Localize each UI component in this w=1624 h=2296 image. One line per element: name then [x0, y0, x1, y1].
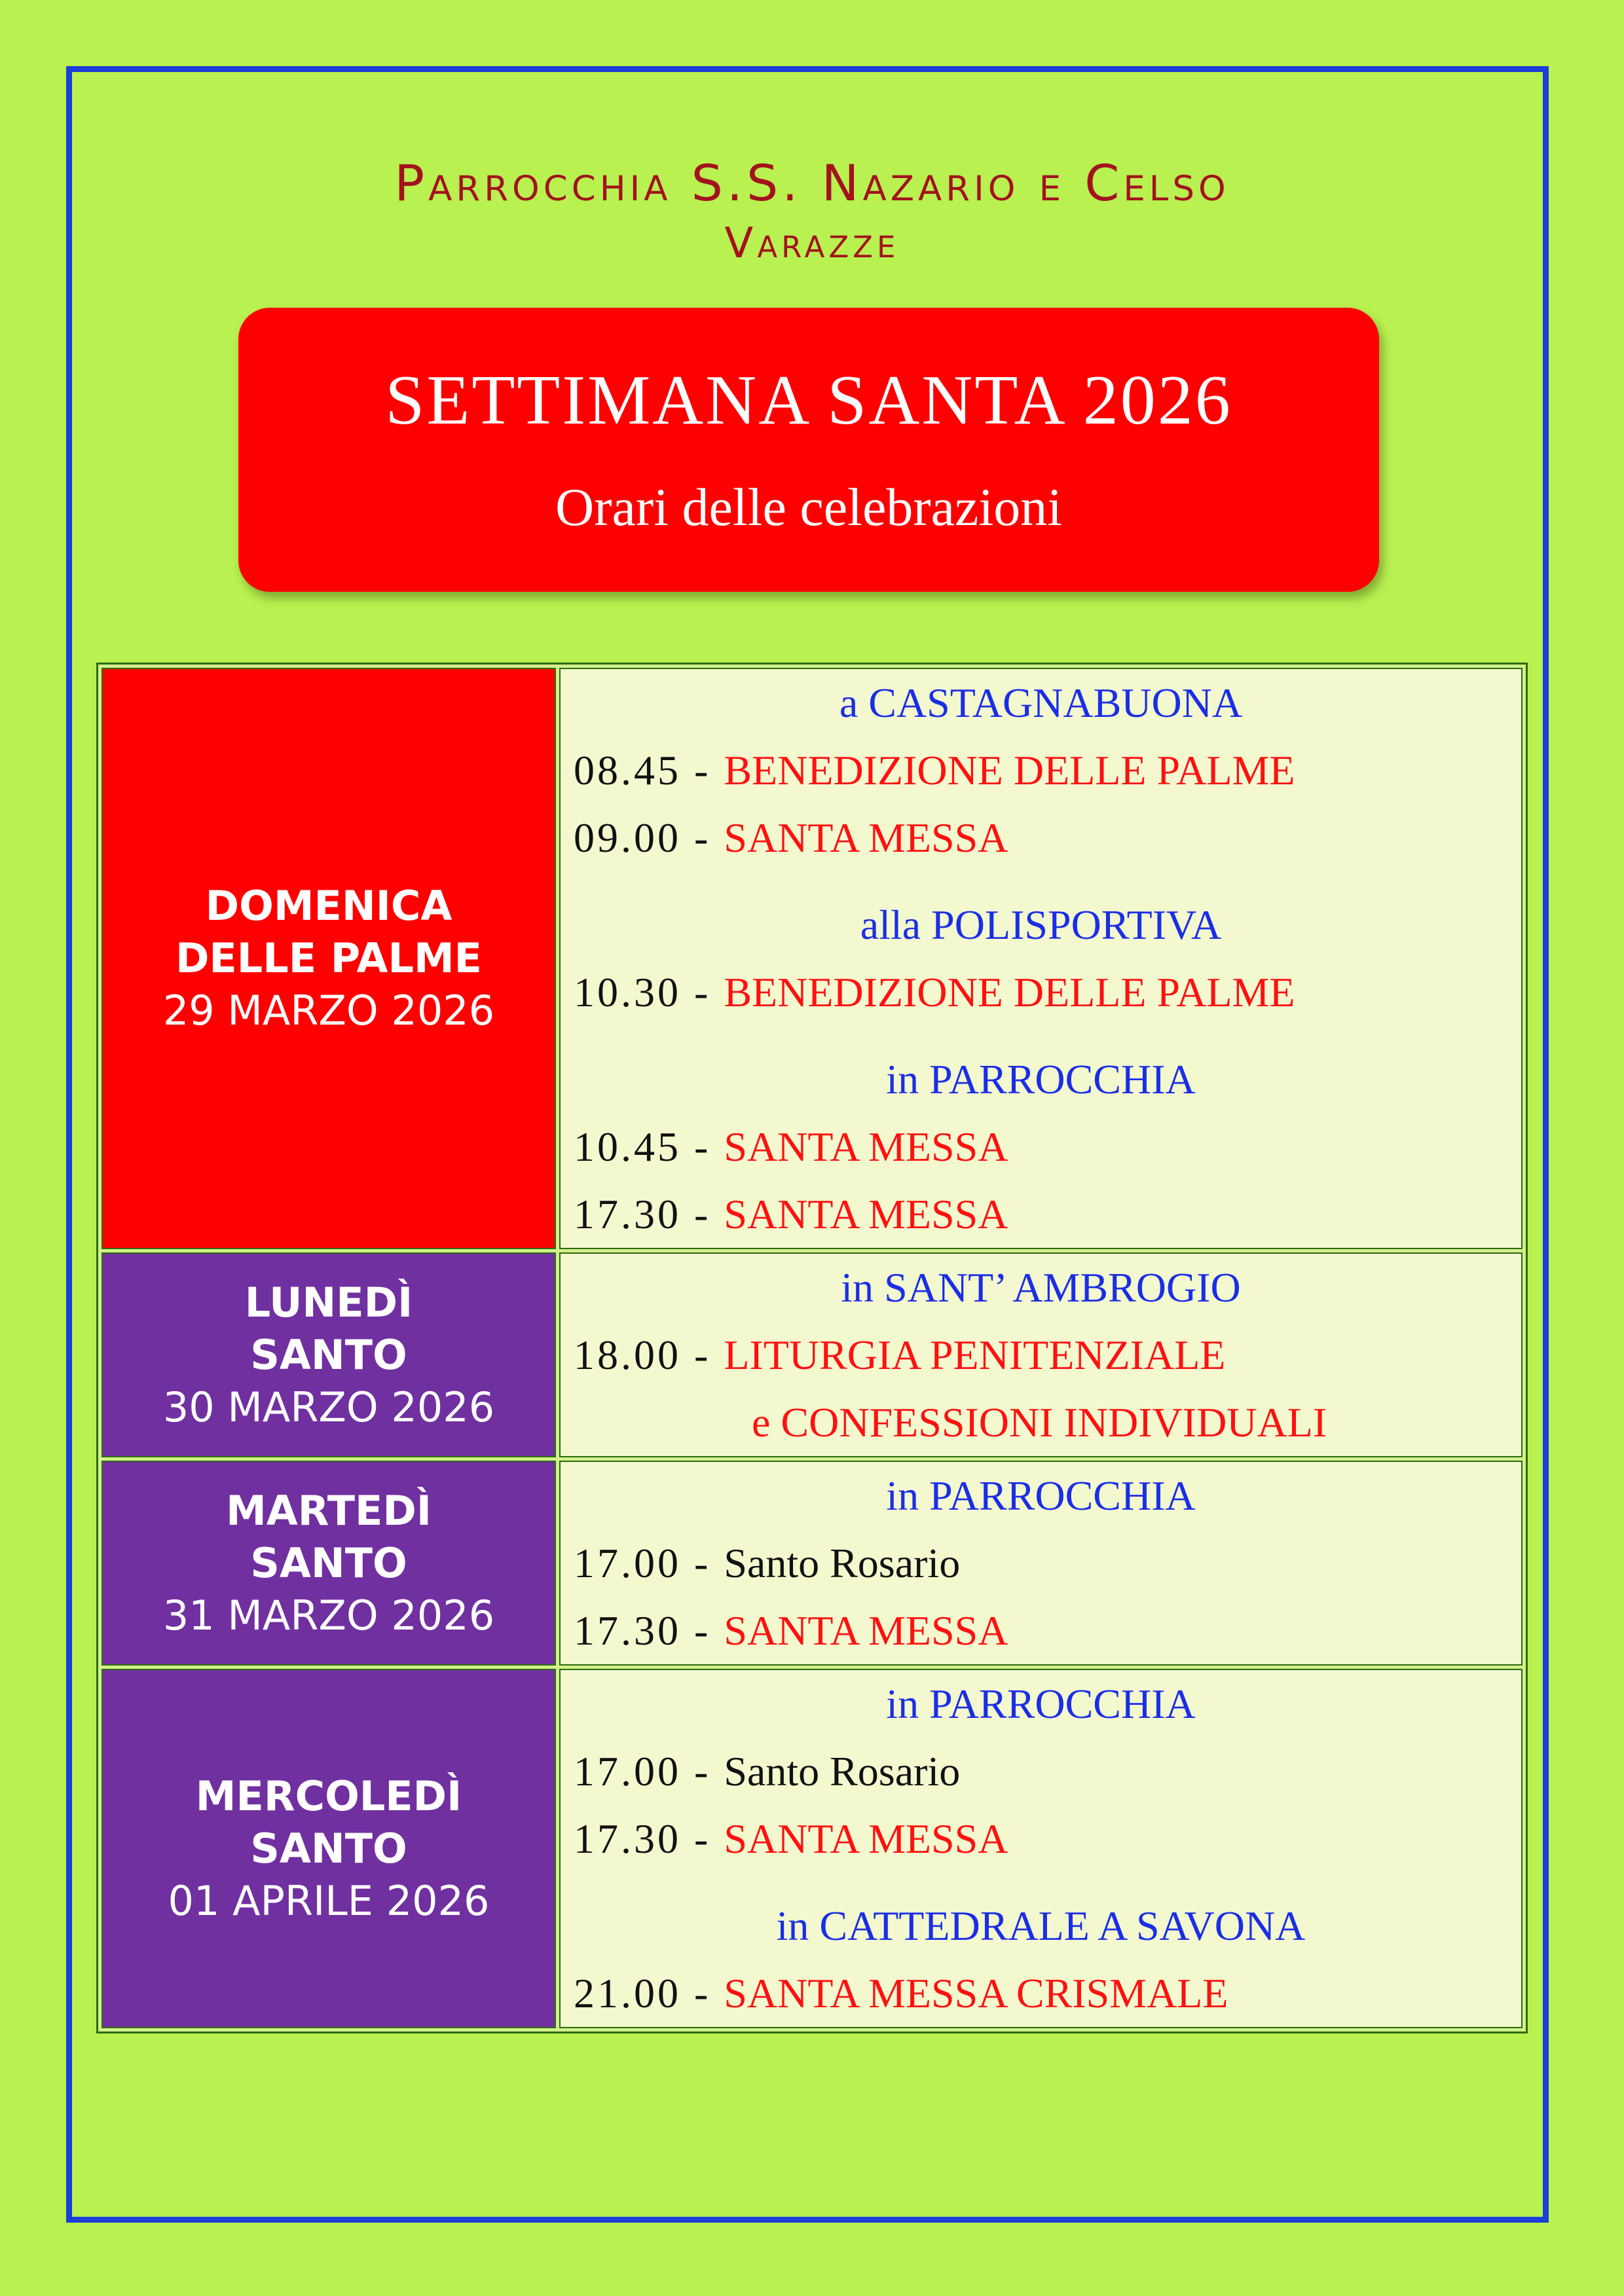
- day-cell: [101, 1252, 556, 1457]
- day-name-line1: MERCOLEDÌ: [195, 1772, 462, 1820]
- event-item: [561, 1113, 1521, 1180]
- page-subtitle: Orari delle celebrazioni: [555, 477, 1062, 537]
- event-name: SANTA MESSA: [724, 814, 1008, 861]
- event-time: 18.00: [574, 1332, 681, 1378]
- event-item: [561, 1959, 1521, 2027]
- events-cell: [559, 1669, 1522, 2028]
- event-name: SANTA MESSA: [724, 1607, 1008, 1654]
- day-name-line2: DELLE PALME: [175, 934, 483, 982]
- day-date: 30 MARZO 2026: [162, 1383, 495, 1431]
- event-item: [561, 1180, 1521, 1248]
- event-time: 17.00: [574, 1540, 681, 1586]
- event-separator: -: [681, 814, 724, 861]
- event-separator: -: [681, 1540, 724, 1586]
- event-separator: -: [681, 969, 724, 1015]
- event-name: Santo Rosario: [724, 1748, 961, 1795]
- schedule-row: [101, 1669, 1522, 2028]
- event-time: 21.00: [574, 1970, 681, 2016]
- day-name-line1: LUNEDÌ: [244, 1278, 413, 1326]
- event-item: [561, 1321, 1521, 1389]
- event-item: [561, 804, 1521, 871]
- schedule-row: [101, 668, 1522, 1249]
- event-separator: -: [681, 1332, 724, 1378]
- day-name-line2: SANTO: [250, 1824, 407, 1872]
- event-time: 09.00: [574, 814, 681, 861]
- title-banner: [238, 308, 1379, 592]
- event-name: BENEDIZIONE DELLE PALME: [724, 969, 1295, 1015]
- parish-city: Varazze: [724, 219, 900, 268]
- event-name: SANTA MESSA: [724, 1123, 1008, 1170]
- day-name-line1: DOMENICA: [205, 882, 452, 930]
- event-time: 10.45: [574, 1123, 681, 1170]
- event-name: Santo Rosario: [724, 1540, 961, 1586]
- day-date: 29 MARZO 2026: [162, 987, 495, 1034]
- event-item: [561, 1597, 1521, 1664]
- event-location: in PARROCCHIA: [886, 1681, 1196, 1727]
- day-cell: [101, 1461, 556, 1666]
- event-time: 17.30: [574, 1191, 681, 1237]
- event-separator: -: [681, 1191, 724, 1237]
- day-date: 31 MARZO 2026: [162, 1591, 495, 1639]
- schedule-row: [101, 1252, 1522, 1457]
- event-separator: -: [681, 1748, 724, 1795]
- event-separator: -: [681, 1123, 724, 1170]
- events-cell: [559, 1252, 1522, 1457]
- event-location: in PARROCCHIA: [886, 1056, 1196, 1102]
- day-name-line2: SANTO: [250, 1330, 407, 1379]
- schedule-row: [101, 1461, 1522, 1666]
- event-name: SANTA MESSA CRISMALE: [724, 1970, 1228, 2016]
- events-cell: [559, 1461, 1522, 1666]
- event-name: LITURGIA PENITENZIALE: [724, 1332, 1226, 1378]
- event-item: [561, 1738, 1521, 1805]
- event-location: in SANT’ AMBROGIO: [841, 1264, 1241, 1311]
- event-item: [561, 1529, 1521, 1597]
- event-name-continuation: e CONFESSIONI INDIVIDUALI: [752, 1399, 1327, 1446]
- event-separator: -: [681, 1970, 724, 2016]
- event-name: SANTA MESSA: [724, 1815, 1008, 1862]
- event-separator: -: [681, 1607, 724, 1654]
- event-separator: -: [681, 1815, 724, 1862]
- event-time: 17.30: [574, 1815, 681, 1862]
- event-time: 17.30: [574, 1607, 681, 1654]
- event-location: alla POLISPORTIVA: [860, 902, 1222, 948]
- event-time: 10.30: [574, 969, 681, 1015]
- event-time: 17.00: [574, 1748, 681, 1795]
- event-location: a CASTAGNABUONA: [839, 680, 1243, 726]
- event-time: 08.45: [574, 747, 681, 793]
- day-cell: [101, 1669, 556, 2028]
- event-item: [561, 1805, 1521, 1872]
- parish-name: Parrocchia S.S. Nazario e Celso: [394, 154, 1230, 212]
- event-location: in CATTEDRALE A SAVONA: [776, 1903, 1306, 1949]
- event-item: [561, 958, 1521, 1026]
- day-name-line2: SANTO: [250, 1539, 407, 1587]
- page-title: SETTIMANA SANTA 2026: [385, 361, 1232, 439]
- event-item: [561, 737, 1521, 804]
- events-cell: [559, 668, 1522, 1249]
- day-cell: [101, 668, 556, 1249]
- event-separator: -: [681, 747, 724, 793]
- event-name: BENEDIZIONE DELLE PALME: [724, 747, 1295, 793]
- event-name: SANTA MESSA: [724, 1191, 1008, 1237]
- day-date: 01 APRILE 2026: [168, 1876, 490, 1925]
- schedule-table: [96, 663, 1528, 2033]
- event-location: in PARROCCHIA: [886, 1472, 1196, 1519]
- day-name-line1: MARTEDÌ: [226, 1486, 432, 1535]
